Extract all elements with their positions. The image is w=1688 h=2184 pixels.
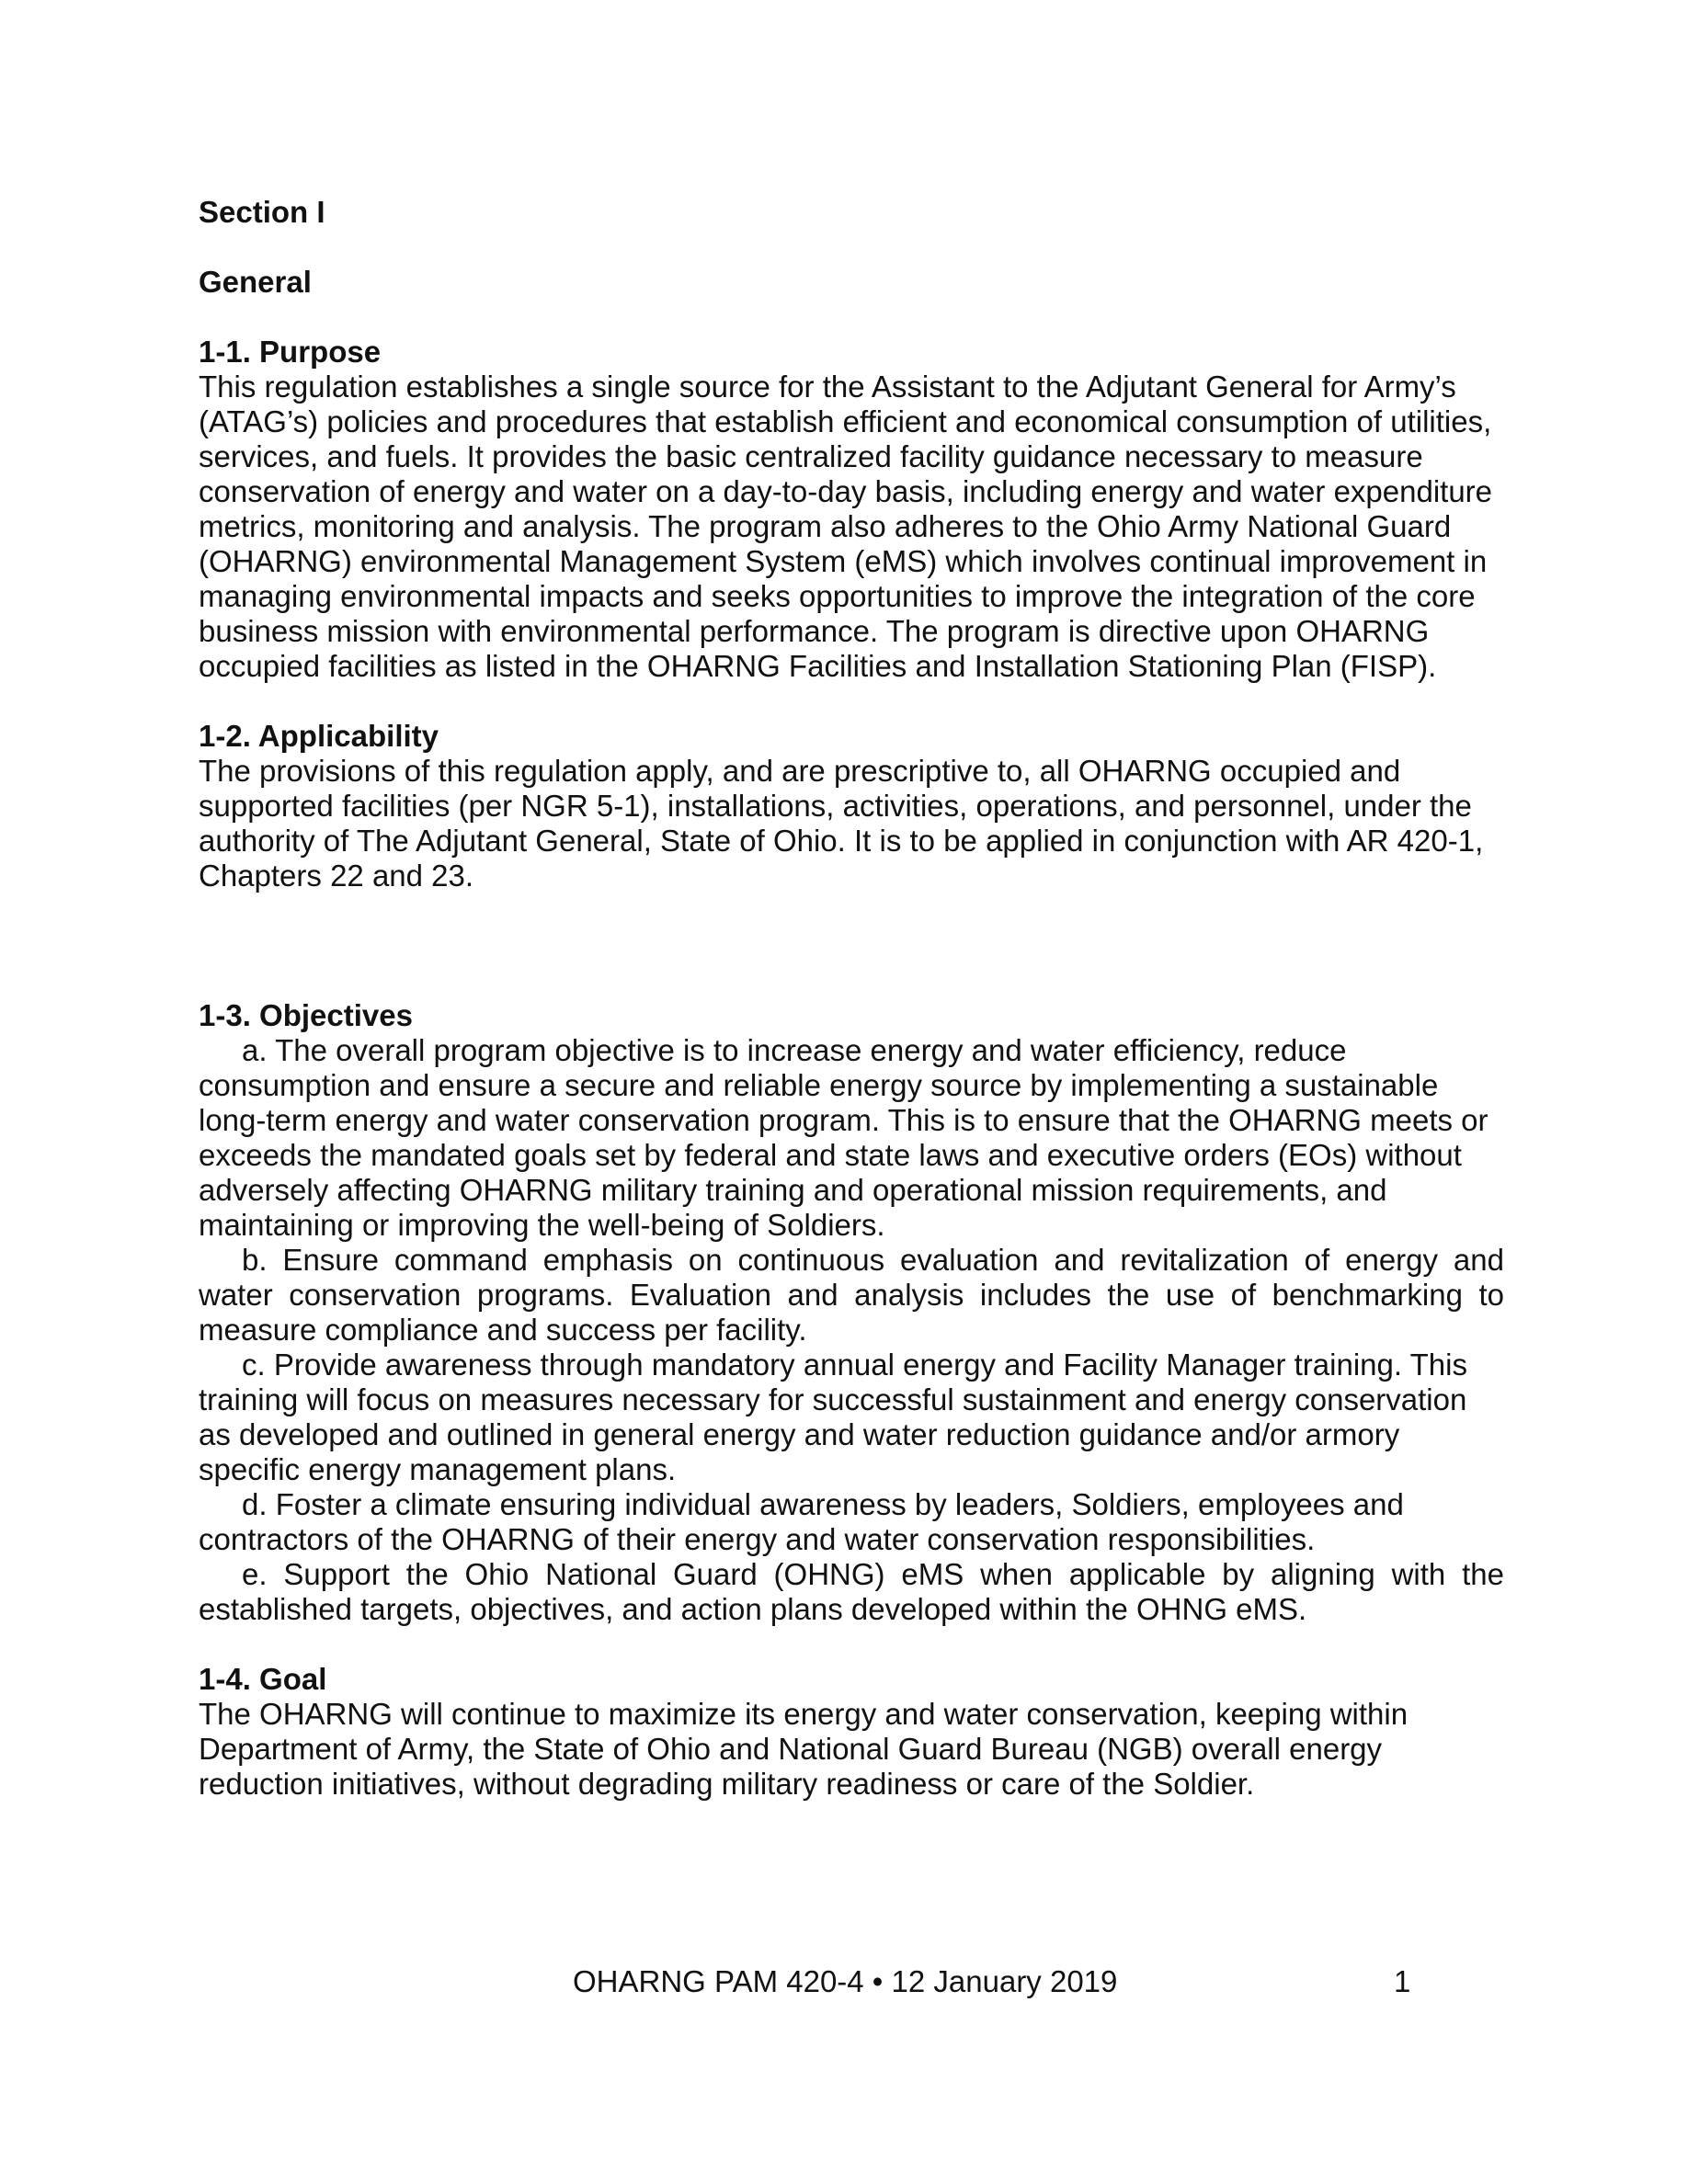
objective-item-e: e. Support the Ohio National Guard (OHNG) eMS when applicable by aligning with the established targets, objectives, and action plans developed within the OHNG eMS. [199,1557,1504,1626]
purpose-text: This regulation establishes a single source for the Assistant to the Adjutant General for Army’s (ATAG’s) policies and procedures that establish efficient and economical consumption of utilities, services, and fuels. It provides the basic centralized facility guidance necessary to measure conservation of energy and water on a day-to-day basis, including energy and water expenditure metrics, monitoring and analysis. The program also adheres to the Ohio Army National Guard (OHARNG) environmental Management System (eMS) which involves continual improvement in managing environmental impacts and seeks opportunities to improve the integration of the core business mission with environmental performance. The program is directive upon OHARNG occupied facilities as listed in the OHARNG Facilities and Installation Stationing Plan (FISP). [199,370,1493,683]
footer-document-id: OHARNG PAM 420-4 • 12 January 2019 [573,1964,1118,1998]
applicability-text: The provisions of this regulation apply, and are prescriptive to, all OHARNG occupied and supported facilities (per NGR 5-1), installations, activities, operations, and personnel, under the authority of The Adjutant General, State of Ohio. It is to be applied in conjunction with AR 420-1, Chapters 22 and 23. [199,754,1484,893]
page-number: 1 [1394,1964,1411,1998]
section-title: General [199,265,312,299]
objective-item-a: a. The overall program objective is to increase energy and water efficiency, reduce consumption and ensure a secure and reliable energy source by implementing a sustainable long-term energy and water conservation program. This is to ensure that the OHARNG meets or exceeds the mandated goals set by federal and state laws and executive orders (EOs) without adversely affecting OHARNG military training and operational mission requirements, and maintaining or improving the well-being of Soldiers. [199,1033,1488,1242]
objective-item-c: c. Provide awareness through mandatory annual energy and Facility Manager training. This training will focus on measures necessary for successful sustainment and energy conservation as developed and outlined in general energy and water reduction guidance and/or armory specific energy management plans. [199,1348,1467,1486]
applicability-heading: 1-2. Applicability [199,719,439,753]
purpose-heading: 1-1. Purpose [199,335,382,369]
goal-text: The OHARNG will continue to maximize its energy and water conservation, keeping within Department of Army, the State of Ohio and National Guard Bureau (NGB) overall energy reduction initiatives, without degrading military readiness or care of the Soldier. [199,1697,1409,1801]
document-page [199,195,1504,1802]
goal-heading: 1-4. Goal [199,1662,327,1696]
objectives-heading: 1-3. Objectives [199,998,413,1032]
objective-item-d: d. Foster a climate ensuring individual awareness by leaders, Soldiers, employees and contractors of the OHARNG of their energy and water conservation responsibilities. [199,1487,1404,1556]
objective-item-b: b. Ensure command emphasis on continuous evaluation and revitalization of energy and water conservation programs. Evaluation and analysis includes the use of benchmarking to measure compliance and success per facility. [199,1243,1504,1347]
section-label: Section I [199,195,325,229]
page-footer [0,1963,1688,2000]
